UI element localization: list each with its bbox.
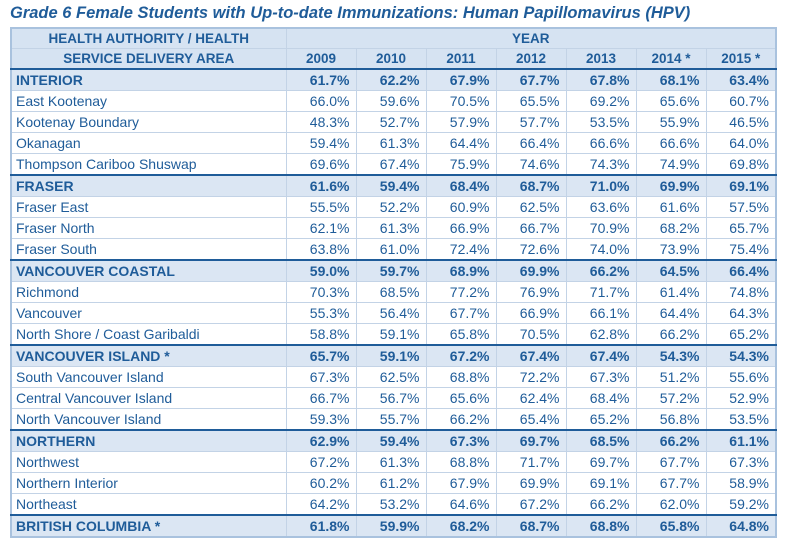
value-cell: 66.9% xyxy=(426,218,496,239)
header-year-1: 2010 xyxy=(356,49,426,70)
header-area-line1: HEALTH AUTHORITY / HEALTH xyxy=(11,28,286,49)
value-cell: 59.1% xyxy=(356,345,426,367)
value-cell: 65.7% xyxy=(286,345,356,367)
value-cell: 71.0% xyxy=(566,175,636,197)
value-cell: 63.6% xyxy=(566,197,636,218)
row-label: Northwest xyxy=(11,452,286,473)
header-year-4: 2013 xyxy=(566,49,636,70)
value-cell: 69.1% xyxy=(706,175,776,197)
value-cell: 59.4% xyxy=(356,175,426,197)
value-cell: 69.7% xyxy=(566,452,636,473)
value-cell: 67.3% xyxy=(426,430,496,452)
value-cell: 65.6% xyxy=(636,91,706,112)
value-cell: 67.4% xyxy=(356,154,426,176)
value-cell: 66.2% xyxy=(426,409,496,431)
row-label: Fraser North xyxy=(11,218,286,239)
value-cell: 67.4% xyxy=(496,345,566,367)
value-cell: 68.1% xyxy=(636,69,706,91)
value-cell: 74.0% xyxy=(566,239,636,261)
value-cell: 52.7% xyxy=(356,112,426,133)
header-year-2: 2011 xyxy=(426,49,496,70)
value-cell: 65.7% xyxy=(706,218,776,239)
value-cell: 58.8% xyxy=(286,324,356,346)
value-cell: 61.1% xyxy=(706,430,776,452)
value-cell: 67.3% xyxy=(286,367,356,388)
value-cell: 74.6% xyxy=(496,154,566,176)
value-cell: 66.6% xyxy=(566,133,636,154)
value-cell: 61.3% xyxy=(356,133,426,154)
value-cell: 66.2% xyxy=(636,430,706,452)
value-cell: 65.2% xyxy=(706,324,776,346)
value-cell: 67.2% xyxy=(426,345,496,367)
row-label: Vancouver xyxy=(11,303,286,324)
area-row xyxy=(11,91,776,112)
area-row xyxy=(11,324,776,346)
area-row xyxy=(11,367,776,388)
value-cell: 66.0% xyxy=(286,91,356,112)
value-cell: 66.7% xyxy=(286,388,356,409)
area-row xyxy=(11,133,776,154)
row-label: North Shore / Coast Garibaldi xyxy=(11,324,286,346)
value-cell: 61.6% xyxy=(636,197,706,218)
value-cell: 66.2% xyxy=(566,260,636,282)
value-cell: 68.7% xyxy=(496,515,566,537)
value-cell: 66.2% xyxy=(636,324,706,346)
value-cell: 68.4% xyxy=(426,175,496,197)
value-cell: 64.5% xyxy=(636,260,706,282)
value-cell: 68.8% xyxy=(426,452,496,473)
value-cell: 61.2% xyxy=(356,473,426,494)
value-cell: 57.5% xyxy=(706,197,776,218)
table-title: Grade 6 Female Students with Up-to-date Immunizations: Human Papillomavirus (HPV) xyxy=(10,4,691,22)
row-label: NORTHERN xyxy=(11,430,286,452)
value-cell: 48.3% xyxy=(286,112,356,133)
area-row xyxy=(11,197,776,218)
value-cell: 60.7% xyxy=(706,91,776,112)
value-cell: 61.8% xyxy=(286,515,356,537)
value-cell: 55.9% xyxy=(636,112,706,133)
value-cell: 62.1% xyxy=(286,218,356,239)
value-cell: 59.2% xyxy=(706,494,776,516)
area-row xyxy=(11,112,776,133)
value-cell: 69.9% xyxy=(496,473,566,494)
value-cell: 56.8% xyxy=(636,409,706,431)
authority-row xyxy=(11,175,776,197)
value-cell: 70.5% xyxy=(496,324,566,346)
value-cell: 64.8% xyxy=(706,515,776,537)
value-cell: 66.4% xyxy=(496,133,566,154)
total-row xyxy=(11,515,776,537)
immunization-table xyxy=(10,27,777,538)
value-cell: 77.2% xyxy=(426,282,496,303)
authority-row xyxy=(11,430,776,452)
value-cell: 62.0% xyxy=(636,494,706,516)
value-cell: 68.5% xyxy=(356,282,426,303)
value-cell: 67.2% xyxy=(496,494,566,516)
area-row xyxy=(11,239,776,261)
value-cell: 55.7% xyxy=(356,409,426,431)
row-label: Fraser East xyxy=(11,197,286,218)
value-cell: 69.9% xyxy=(636,175,706,197)
value-cell: 68.2% xyxy=(426,515,496,537)
value-cell: 64.2% xyxy=(286,494,356,516)
authority-row xyxy=(11,345,776,367)
value-cell: 72.6% xyxy=(496,239,566,261)
value-cell: 67.4% xyxy=(566,345,636,367)
value-cell: 68.5% xyxy=(566,430,636,452)
row-label: VANCOUVER ISLAND * xyxy=(11,345,286,367)
header-year-3: 2012 xyxy=(496,49,566,70)
value-cell: 67.7% xyxy=(496,69,566,91)
area-row xyxy=(11,452,776,473)
area-row xyxy=(11,303,776,324)
value-cell: 59.7% xyxy=(356,260,426,282)
value-cell: 67.9% xyxy=(426,69,496,91)
area-row xyxy=(11,154,776,176)
value-cell: 65.8% xyxy=(636,515,706,537)
row-label: INTERIOR xyxy=(11,69,286,91)
value-cell: 59.6% xyxy=(356,91,426,112)
value-cell: 56.7% xyxy=(356,388,426,409)
row-label: Thompson Cariboo Shuswap xyxy=(11,154,286,176)
value-cell: 74.8% xyxy=(706,282,776,303)
value-cell: 53.2% xyxy=(356,494,426,516)
value-cell: 66.6% xyxy=(636,133,706,154)
value-cell: 65.2% xyxy=(566,409,636,431)
value-cell: 59.9% xyxy=(356,515,426,537)
value-cell: 61.6% xyxy=(286,175,356,197)
value-cell: 54.3% xyxy=(706,345,776,367)
area-row xyxy=(11,218,776,239)
area-row xyxy=(11,388,776,409)
value-cell: 55.6% xyxy=(706,367,776,388)
value-cell: 68.8% xyxy=(566,515,636,537)
value-cell: 65.5% xyxy=(496,91,566,112)
value-cell: 62.9% xyxy=(286,430,356,452)
value-cell: 75.4% xyxy=(706,239,776,261)
row-label: Central Vancouver Island xyxy=(11,388,286,409)
value-cell: 64.6% xyxy=(426,494,496,516)
row-label: North Vancouver Island xyxy=(11,409,286,431)
area-row xyxy=(11,409,776,431)
value-cell: 70.9% xyxy=(566,218,636,239)
value-cell: 55.3% xyxy=(286,303,356,324)
header-area-line2: SERVICE DELIVERY AREA xyxy=(11,49,286,70)
value-cell: 67.7% xyxy=(636,473,706,494)
value-cell: 69.1% xyxy=(566,473,636,494)
value-cell: 59.1% xyxy=(356,324,426,346)
value-cell: 51.2% xyxy=(636,367,706,388)
area-row xyxy=(11,494,776,516)
value-cell: 62.2% xyxy=(356,69,426,91)
value-cell: 57.7% xyxy=(496,112,566,133)
value-cell: 67.7% xyxy=(636,452,706,473)
value-cell: 72.2% xyxy=(496,367,566,388)
value-cell: 61.4% xyxy=(636,282,706,303)
value-cell: 75.9% xyxy=(426,154,496,176)
value-cell: 60.2% xyxy=(286,473,356,494)
header-year-0: 2009 xyxy=(286,49,356,70)
value-cell: 66.9% xyxy=(496,303,566,324)
row-label: Fraser South xyxy=(11,239,286,261)
value-cell: 68.2% xyxy=(636,218,706,239)
value-cell: 68.9% xyxy=(426,260,496,282)
value-cell: 53.5% xyxy=(706,409,776,431)
value-cell: 62.8% xyxy=(566,324,636,346)
header-year-6: 2015 * xyxy=(706,49,776,70)
value-cell: 65.4% xyxy=(496,409,566,431)
row-label: Okanagan xyxy=(11,133,286,154)
value-cell: 62.4% xyxy=(496,388,566,409)
value-cell: 67.2% xyxy=(286,452,356,473)
value-cell: 69.6% xyxy=(286,154,356,176)
value-cell: 61.0% xyxy=(356,239,426,261)
authority-row xyxy=(11,69,776,91)
value-cell: 70.5% xyxy=(426,91,496,112)
value-cell: 76.9% xyxy=(496,282,566,303)
value-cell: 66.7% xyxy=(496,218,566,239)
value-cell: 52.9% xyxy=(706,388,776,409)
area-row xyxy=(11,473,776,494)
value-cell: 73.9% xyxy=(636,239,706,261)
authority-row xyxy=(11,260,776,282)
value-cell: 58.9% xyxy=(706,473,776,494)
value-cell: 66.4% xyxy=(706,260,776,282)
value-cell: 67.7% xyxy=(426,303,496,324)
value-cell: 71.7% xyxy=(566,282,636,303)
value-cell: 74.3% xyxy=(566,154,636,176)
header-year-group: YEAR xyxy=(286,28,776,49)
row-label: South Vancouver Island xyxy=(11,367,286,388)
value-cell: 71.7% xyxy=(496,452,566,473)
value-cell: 54.3% xyxy=(636,345,706,367)
value-cell: 72.4% xyxy=(426,239,496,261)
row-label: East Kootenay xyxy=(11,91,286,112)
value-cell: 61.3% xyxy=(356,452,426,473)
row-label: BRITISH COLUMBIA * xyxy=(11,515,286,537)
value-cell: 67.8% xyxy=(566,69,636,91)
value-cell: 59.4% xyxy=(356,430,426,452)
value-cell: 57.9% xyxy=(426,112,496,133)
area-row xyxy=(11,282,776,303)
value-cell: 62.5% xyxy=(496,197,566,218)
value-cell: 68.4% xyxy=(566,388,636,409)
row-label: Northern Interior xyxy=(11,473,286,494)
value-cell: 74.9% xyxy=(636,154,706,176)
value-cell: 60.9% xyxy=(426,197,496,218)
value-cell: 69.2% xyxy=(566,91,636,112)
row-label: VANCOUVER COASTAL xyxy=(11,260,286,282)
value-cell: 59.3% xyxy=(286,409,356,431)
value-cell: 66.1% xyxy=(566,303,636,324)
value-cell: 56.4% xyxy=(356,303,426,324)
value-cell: 65.8% xyxy=(426,324,496,346)
value-cell: 55.5% xyxy=(286,197,356,218)
row-label: Richmond xyxy=(11,282,286,303)
value-cell: 64.4% xyxy=(426,133,496,154)
row-label: FRASER xyxy=(11,175,286,197)
value-cell: 67.3% xyxy=(566,367,636,388)
value-cell: 69.8% xyxy=(706,154,776,176)
value-cell: 59.4% xyxy=(286,133,356,154)
value-cell: 64.0% xyxy=(706,133,776,154)
value-cell: 63.4% xyxy=(706,69,776,91)
value-cell: 63.8% xyxy=(286,239,356,261)
value-cell: 69.7% xyxy=(496,430,566,452)
row-label: Northeast xyxy=(11,494,286,516)
value-cell: 64.4% xyxy=(636,303,706,324)
header-year-5: 2014 * xyxy=(636,49,706,70)
value-cell: 68.8% xyxy=(426,367,496,388)
value-cell: 57.2% xyxy=(636,388,706,409)
value-cell: 67.3% xyxy=(706,452,776,473)
value-cell: 69.9% xyxy=(496,260,566,282)
row-label: Kootenay Boundary xyxy=(11,112,286,133)
value-cell: 68.7% xyxy=(496,175,566,197)
value-cell: 70.3% xyxy=(286,282,356,303)
value-cell: 65.6% xyxy=(426,388,496,409)
value-cell: 46.5% xyxy=(706,112,776,133)
value-cell: 61.3% xyxy=(356,218,426,239)
value-cell: 66.2% xyxy=(566,494,636,516)
value-cell: 67.9% xyxy=(426,473,496,494)
value-cell: 53.5% xyxy=(566,112,636,133)
value-cell: 59.0% xyxy=(286,260,356,282)
value-cell: 62.5% xyxy=(356,367,426,388)
value-cell: 64.3% xyxy=(706,303,776,324)
value-cell: 61.7% xyxy=(286,69,356,91)
value-cell: 52.2% xyxy=(356,197,426,218)
